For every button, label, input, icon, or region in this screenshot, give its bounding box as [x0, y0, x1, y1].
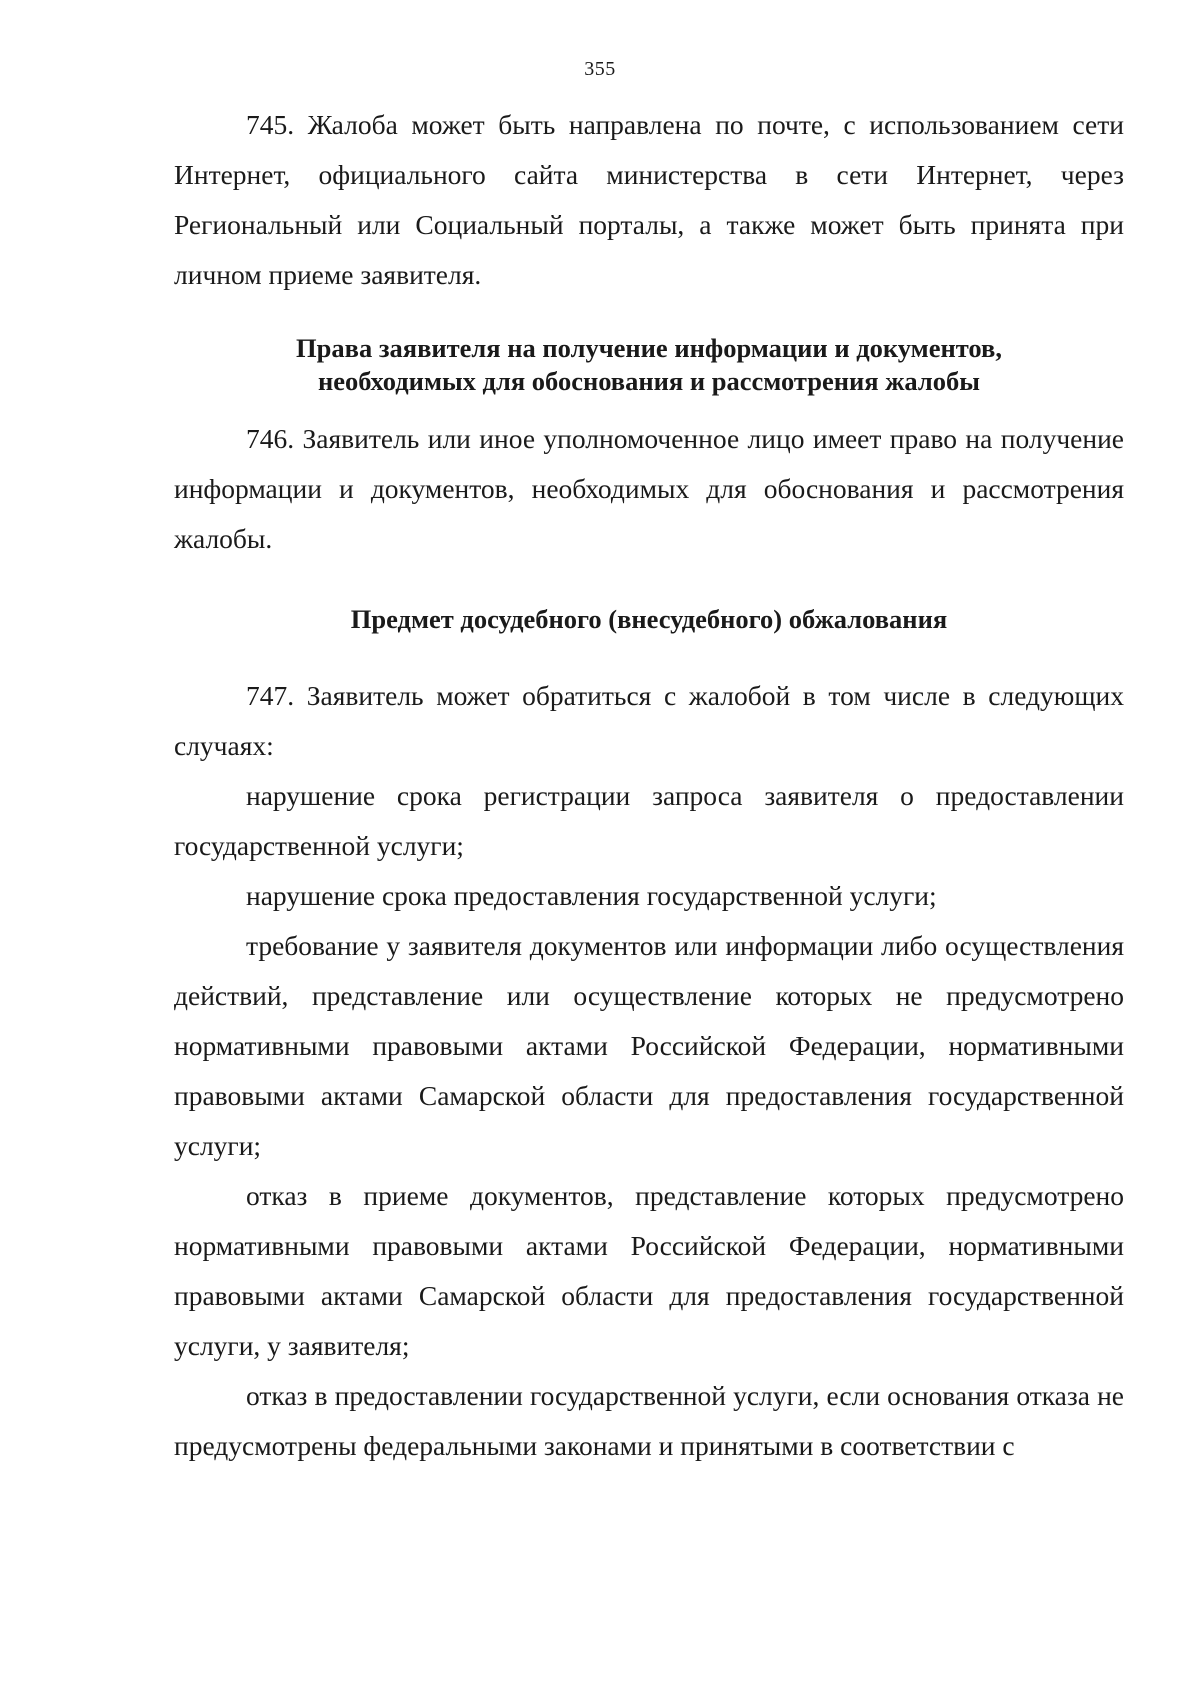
case-item: нарушение срока предоставления государственной услуги; [246, 880, 937, 911]
section-heading-subject-text: Предмет досудебного (внесудебного) обжалования [350, 604, 948, 634]
section-heading-rights-line1: Права заявителя на получение информации и документов, [296, 333, 1002, 363]
section-heading-rights-line2: необходимых для обоснования и рассмотрения жалобы [318, 366, 980, 396]
case-item: отказ в приеме документов, представление которых предусмотрено нормативными правовыми актами Российской Федерации, нормативными правовыми актами Самарской области для предоставления государственной услуги, у заявителя; [174, 1180, 1124, 1361]
page-number: 355 [584, 58, 616, 80]
paragraph-745-block [174, 100, 1124, 300]
case-item: отказ в предоставлении государственной услуги, если основания отказа не предусмотрены федеральными законами и принятыми в соответствии с [174, 1380, 1124, 1461]
section-heading-subject [174, 603, 1124, 636]
case-item: требование у заявителя документов или информации либо осуществления действий, представление или осуществление которых не предусмотрено нормативными правовыми актами Российской Федерации, нормативными правовыми актами Самарской области для предоставления государственной услуги; [174, 930, 1124, 1161]
paragraph-747-intro: 747. Заявитель может обратиться с жалобой в том числе в следующих случаях: [174, 680, 1124, 761]
paragraph-746-block [174, 414, 1124, 564]
paragraph-747-block [174, 671, 1124, 1471]
case-item: нарушение срока регистрации запроса заявителя о предоставлении государственной услуги; [174, 780, 1124, 861]
paragraph-745: 745. Жалоба может быть направлена по почте, с использованием сети Интернет, официального сайта министерства в сети Интернет, через Региональный или Социальный порталы, а также может быть принята при личном приеме заявителя. [174, 109, 1124, 290]
paragraph-746: 746. Заявитель или иное уполномоченное лицо имеет право на получение информации и документов, необходимых для обоснования и рассмотрения жалобы. [174, 423, 1124, 554]
section-heading-rights [174, 332, 1124, 398]
